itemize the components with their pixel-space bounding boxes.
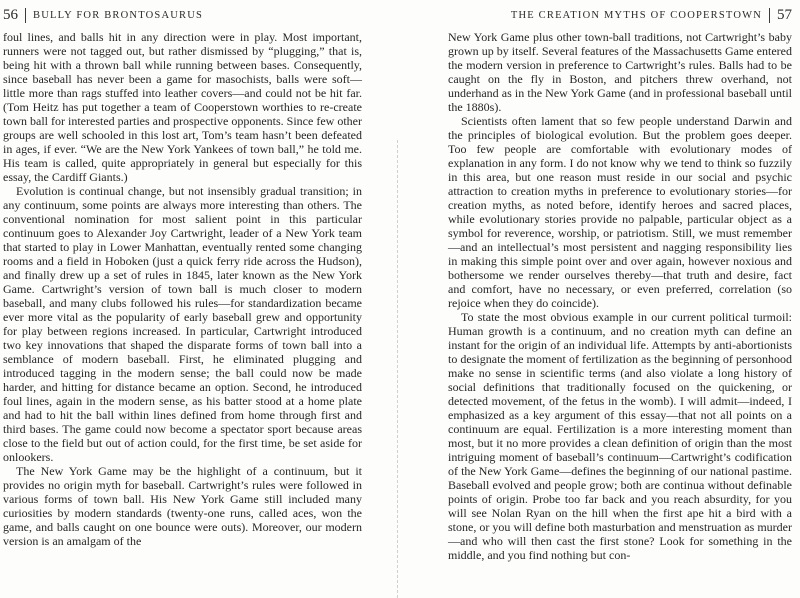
paragraph: The New York Game may be the highlight of a continuum, but it provides no origin myth for baseball. Cartwright’s rules were followed in various forms of town ball. His New York Game still included many curiosities by modern standards (twenty-one runs, called aces, won the game, and balls caught on one bounce were outs). Moreover, our modern version is an amalgam of the bbox=[3, 464, 362, 548]
paragraph: foul lines, and balls hit in any direction were in play. Most important, runners were not tagged out, but rather dismissed by “plugging,” that is, being hit with a thrown ball while running between bases. Consequently, since baseball has never been a game for masochists, balls were soft—little more than rags stuffed into leather covers—and could not be hit far. (Tom Heitz has put together a team of Cooperstown worthies to re-create town ball for interested parties and prospective opponents. Since few other groups are well schooled in this lost art, Tom’s team hasn’t been defeated in ages, if ever. “We are the New York Yankees of town ball,” he told me. His team is called, quite appropriately in general but especially for this essay, the Cardiff Giants.) bbox=[3, 30, 362, 184]
paragraph: To state the most obvious example in our current political turmoil: Human growth is a continuum, and no creation myth can define an instant for the origin of an individual life. Attempts by anti-abortionists to designate the moment of fertilization as the beginning of personhood make no sense in scientific terms (and also violate a long history of social definitions that traditionally focused on the quickening, or detected movement, of the fetus in the womb). I will admit—indeed, I emphasized as a key argument of this essay—that not all points on a continuum are equal. Fertilization is a more interesting moment than most, but it no more provides a clean definition of origin than the most intriguing moment of baseball’s continuum—Cartwright’s codification of the New York Game—defines the beginning of our national pastime. Baseball evolved and people grow; both are continua without definable points of origin. Probe too far back and you reach absurdity, for you will see Nolan Ryan on the hill when the first ape hit a bird with a stone, or you will define both masturbation and menstruation as murder—and who will then cast the first stone? Look for something in the middle, and you find nothing but con- bbox=[448, 310, 792, 562]
left-page-number: 56 bbox=[3, 7, 18, 23]
right-page-number: 57 bbox=[777, 7, 792, 23]
paragraph: Evolution is continual change, but not insensibly gradual transition; in any continuum, some points are always more interesting than others. The conventional nomination for most salient point in this particular continuum goes to Alexander Joy Cartwright, leader of a New York team that started to play in Lower Manhattan, eventually rented some changing rooms and a field in Hoboken (just a quick ferry ride across the Hudson), and finally drew up a set of rules in 1845, later known as the New York Game. Cartwright’s version of town ball is much closer to modern baseball, and many clubs followed his rules—for standardization became ever more vital as the popularity of early baseball grew and opportunity for play between regions increased. In particular, Cartwright introduced two key innovations that shaped the disparate forms of town ball into a semblance of modern baseball. First, he eliminated plugging and introduced tagging in the modern sense; the ball could now be made harder, and hitting for distance became an option. Second, he introduced foul lines, again in the modern sense, as his batter stood at a home plate and had to hit the ball within lines defined from home through first and third bases. The game could now become a spectator sport because areas close to the field but out of action could, for the first time, be set aside for onlookers. bbox=[3, 184, 362, 464]
left-page-header bbox=[3, 6, 362, 24]
page-right bbox=[400, 0, 800, 598]
paragraph: Scientists often lament that so few people understand Darwin and the principles of biological evolution. But the problem goes deeper. Too few people are comfortable with evolutionary modes of explanation in any form. I do not know why we tend to think so fuzzily in this area, but one reason must reside in our social and psychic attraction to creation myths in preference to evolutionary stories—for creation myths, as noted before, identify heroes and sacred places, while evolutionary stories provide no palpable, particular object as a symbol for reverence, worship, or patriotism. Still, we must remember—and an intellectual’s most persistent and nagging responsibility lies in making this simple point over and over again, however noxious and bothersome we render ourselves thereby—that truth and desire, fact and comfort, have no necessary, or even preferred, correlation (so rejoice when they do coincide). bbox=[448, 114, 792, 310]
header-divider-rule bbox=[769, 8, 770, 23]
header-divider-rule bbox=[25, 8, 26, 23]
paragraph: New York Game plus other town-ball traditions, not Cartwright’s baby grown up by itself. Several features of the Massachusetts Game entered the modern version in preference to Cartwright’s rules. Balls had to be caught on the fly in Boston, and pitchers threw overhand, not underhand as in the New York Game (and in professional baseball until the 1880s). bbox=[448, 30, 792, 114]
left-running-head: BULLY FOR BRONTOSAURUS bbox=[33, 9, 204, 21]
left-page-body bbox=[3, 30, 362, 548]
right-page-body bbox=[448, 30, 792, 562]
right-running-head: THE CREATION MYTHS OF COOPERSTOWN bbox=[510, 9, 762, 21]
right-page-header bbox=[448, 6, 792, 24]
